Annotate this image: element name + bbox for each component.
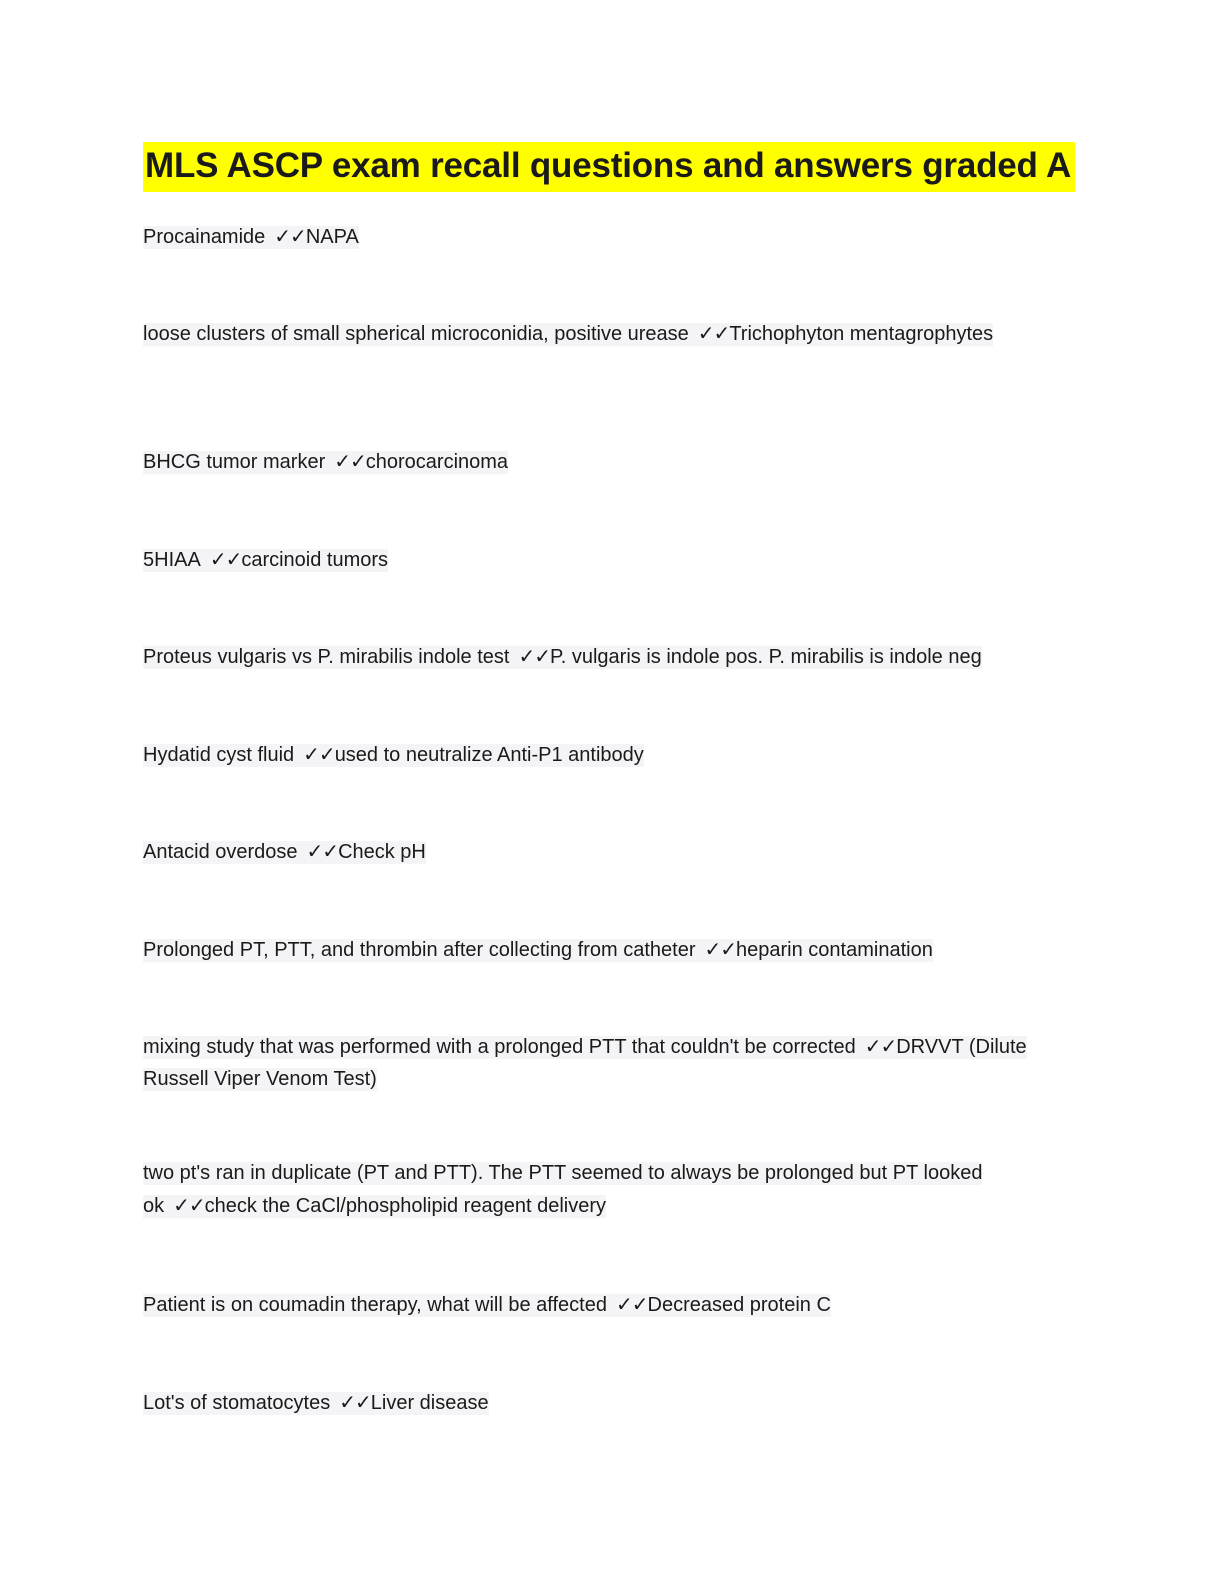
answer-text: NAPA (305, 226, 359, 248)
qa-item (143, 1157, 1083, 1222)
answer-text: Liver disease (370, 1392, 489, 1414)
question-text: Antacid overdose (143, 841, 298, 863)
document-title: MLS ASCP exam recall questions and answers graded A (143, 142, 1075, 192)
answer-text: Trichophyton mentagrophytes (729, 323, 994, 345)
answer-text: Check pH (338, 841, 426, 863)
qa-item (143, 835, 1083, 868)
qa-item (143, 543, 1083, 576)
check-mark-icon: ✓✓ (704, 937, 737, 961)
check-mark-icon: ✓✓ (209, 547, 242, 571)
check-mark-icon: ✓✓ (173, 1193, 205, 1217)
question-text: Hydatid cyst fluid (143, 744, 295, 766)
answer-text: heparin contamination (736, 939, 933, 961)
check-mark-icon: ✓✓ (864, 1034, 897, 1058)
question-text: loose clusters of small spherical microconidia, positive urease (143, 323, 689, 345)
check-mark-icon: ✓✓ (334, 449, 366, 473)
qa-item (143, 1386, 1083, 1419)
check-mark-icon: ✓✓ (306, 839, 339, 863)
question-text: Patient is on coumadin therapy, what will be affected (143, 1294, 607, 1316)
check-mark-icon: ✓✓ (518, 644, 550, 668)
check-mark-icon: ✓✓ (274, 224, 306, 248)
qa-item (143, 220, 1083, 253)
answer-text: chorocarcinoma (365, 451, 509, 473)
qa-item (143, 738, 1083, 771)
answer-text: carcinoid tumors (241, 549, 389, 571)
answer-text: used to neutralize Anti-P1 antibody (334, 744, 644, 766)
qa-item (143, 1288, 1083, 1321)
answer-text: DRVVT (Dilute Russell Viper Venom Test) (143, 1036, 1027, 1090)
answer-text: Decreased protein C (647, 1294, 831, 1316)
check-mark-icon: ✓✓ (339, 1390, 371, 1414)
qa-item (143, 1030, 1083, 1095)
question-text: 5HIAA (143, 549, 201, 571)
answer-text: check the CaCl/phospholipid reagent delivery (204, 1195, 606, 1217)
question-text: two pt's ran in duplicate (PT and PTT). The PTT seemed to always be prolonged but PT looked ok (143, 1162, 983, 1217)
question-text: Proteus vulgaris vs P. mirabilis indole test (143, 646, 510, 668)
qa-item (143, 933, 1083, 966)
question-text: Procainamide (143, 226, 266, 248)
check-mark-icon: ✓✓ (303, 742, 335, 766)
check-mark-icon: ✓✓ (697, 321, 730, 345)
qa-item (143, 640, 1103, 673)
check-mark-icon: ✓✓ (615, 1292, 648, 1316)
question-text: Prolonged PT, PTT, and thrombin after collecting from catheter (143, 939, 696, 961)
question-text: mixing study that was performed with a prolonged PTT that couldn't be corrected (143, 1036, 856, 1058)
answer-text: P. vulgaris is indole pos. P. mirabilis is indole neg (549, 646, 982, 668)
question-text: Lot's of stomatocytes (143, 1392, 331, 1414)
qa-item (143, 317, 1083, 350)
question-text: BHCG tumor marker (143, 451, 326, 473)
qa-item (143, 445, 1083, 478)
